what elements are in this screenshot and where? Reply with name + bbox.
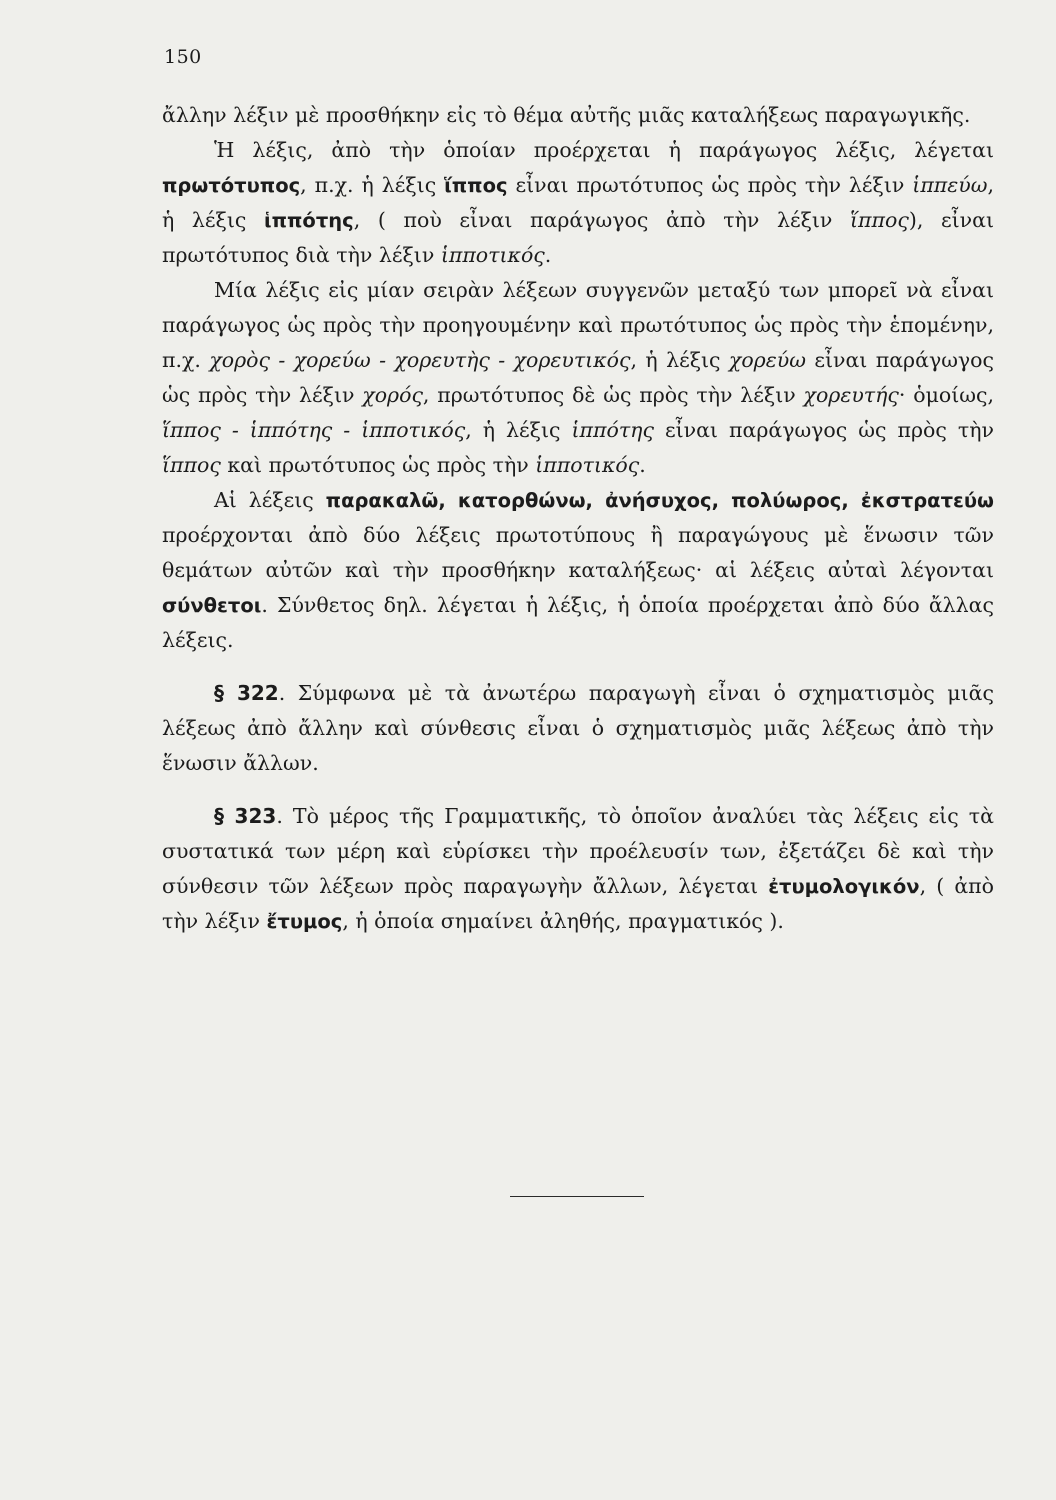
paragraph-compounds <box>162 483 994 658</box>
text-run: Αἱ λέξεις <box>214 488 326 512</box>
text-run: , ἡ λέξις <box>630 348 729 372</box>
text-run: εἶναι πρωτότυπος ὡς πρὸς τὴν λέξιν <box>507 173 913 197</box>
section-number: § 323 <box>214 804 277 828</box>
text-run: . Σύνθετος δηλ. λέγεται ἡ λέξις, ἡ ὁποία προέρχεται ἀπὸ δύο ἄλλας λέξεις. <box>162 593 994 652</box>
word-italic: ἵππος <box>162 453 221 477</box>
text-run: εἶναι παράγωγος ὡς πρὸς τὴν <box>653 418 994 442</box>
term-bold: ἔτυμος <box>266 910 343 933</box>
section-number: § 322 <box>214 681 279 705</box>
paragraph-series <box>162 273 994 483</box>
text-run: , π.χ. ἡ λέξις <box>300 173 445 197</box>
word-italic: ἵππος - ἱππότης - ἱππoτικός <box>162 418 466 442</box>
word-italic: ἱππoτικός <box>440 243 545 267</box>
word-italic: χορὸς - χορεύω - χορευτὴς - χορευτικός <box>209 348 631 372</box>
word-italic: χορός <box>362 383 423 407</box>
text-run: , ἡ λέξις <box>465 418 572 442</box>
text-run: . Τὸ μέρος τῆς Γραμματικῆς, τὸ ὁποῖον ἀναλύει τὰς λέξεις εἰς τὰ συστατικά των μέρη καὶ εὑρίσκει τὴν προέλευσίν των, ἐξετάζει δὲ καὶ τὴν σύνθεσιν τῶν λέξεων πρὸς παραγωγὴν ἄλλων, λέγεται <box>162 804 994 898</box>
word-italic: ἱππεύω <box>912 173 988 197</box>
word-italic: χορεύω <box>728 348 806 372</box>
text-run: , ἡ ὁποία σημαίνει ἀληθής, πραγματικός ). <box>342 909 784 933</box>
text-run: . <box>639 453 646 477</box>
text-run: , ( ἀπὸ τὴν λέξιν <box>162 874 994 933</box>
term-bold: ἐτυμολογικόν <box>768 875 920 898</box>
text-run: . <box>544 243 552 267</box>
word-italic: ἱππoτικός <box>535 453 640 477</box>
text-run: ἄλλην λέξιν μὲ προσθήκην εἰς τὸ θέμα αὐτῆς μιᾶς καταλήξεως παραγωγικῆς. <box>162 103 971 127</box>
text-run: ), εἶναι πρωτότυπος διὰ τὴν λέξιν <box>162 208 994 267</box>
paragraph-prototypos <box>162 133 994 273</box>
term-bold: πρωτότυπος <box>162 174 301 197</box>
text-run: προέρχονται ἀπὸ δύο λέξεις πρωτοτύπους ἢ παραγώγους μὲ ἕνωσιν τῶν θεμάτων αὐτῶν καὶ τὴν προσθήκην καταλήξεως· αἱ λέξεις αὐταὶ λέγονται <box>162 523 994 582</box>
page-number: 150 <box>164 46 202 68</box>
term-bold: ἱππότης <box>263 209 354 232</box>
text-run: εἶναι παράγωγος ὡς πρὸς τὴν λέξιν <box>162 348 994 407</box>
text-run: , πρωτότυπος δὲ ὡς πρὸς τὴν λέξιν <box>422 383 804 407</box>
text-run: , ( ποὺ εἶναι παράγωγος ἀπὸ τὴν λέξιν <box>353 208 851 232</box>
term-bold: ἵππος <box>444 174 508 197</box>
section-322 <box>162 676 994 781</box>
section-divider-rule <box>510 1196 644 1197</box>
text-run: · ὁμοίως, <box>898 383 994 407</box>
body-text <box>162 98 994 939</box>
text-run: καὶ πρωτότυπος ὡς πρὸς τὴν <box>220 453 536 477</box>
paragraph-continuation <box>162 98 994 133</box>
text-run: Ἡ λέξις, ἀπὸ τὴν ὁποίαν προέρχεται ἡ παράγωγος λέξις, λέγεται <box>214 138 994 162</box>
term-bold: παρακαλῶ, κατορθώνω, ἀνήσυχος, πολύωρος, ἐκστρατεύω <box>325 489 994 512</box>
text-run: Μία λέξις εἰς μίαν σειρὰν λέξεων συγγενῶν μεταξύ των μπορεῖ νὰ εἶναι παράγωγος ὡς πρὸς τὴν προηγουμένην καὶ πρωτότυπος ὡς πρὸς τὴν ἑπομένην, π.χ. <box>162 278 994 372</box>
section-323 <box>162 799 994 939</box>
word-italic: χορευτής <box>803 383 899 407</box>
text-run: . Σύμφωνα μὲ τὰ ἀνωτέρω παραγωγὴ εἶναι ὁ σχηματισμὸς μιᾶς λέξεως ἀπὸ ἄλλην καὶ σύνθεσις εἶναι ὁ σχηματισμὸς μιᾶς λέξεως ἀπὸ τὴν ἕνωσιν ἄλλων. <box>162 681 994 775</box>
word-italic: ἱππότης <box>571 418 654 442</box>
text-run: , ἡ λέξις <box>162 173 994 232</box>
term-bold: σύνθετοι <box>162 594 262 617</box>
word-italic: ἵππος <box>850 208 909 232</box>
